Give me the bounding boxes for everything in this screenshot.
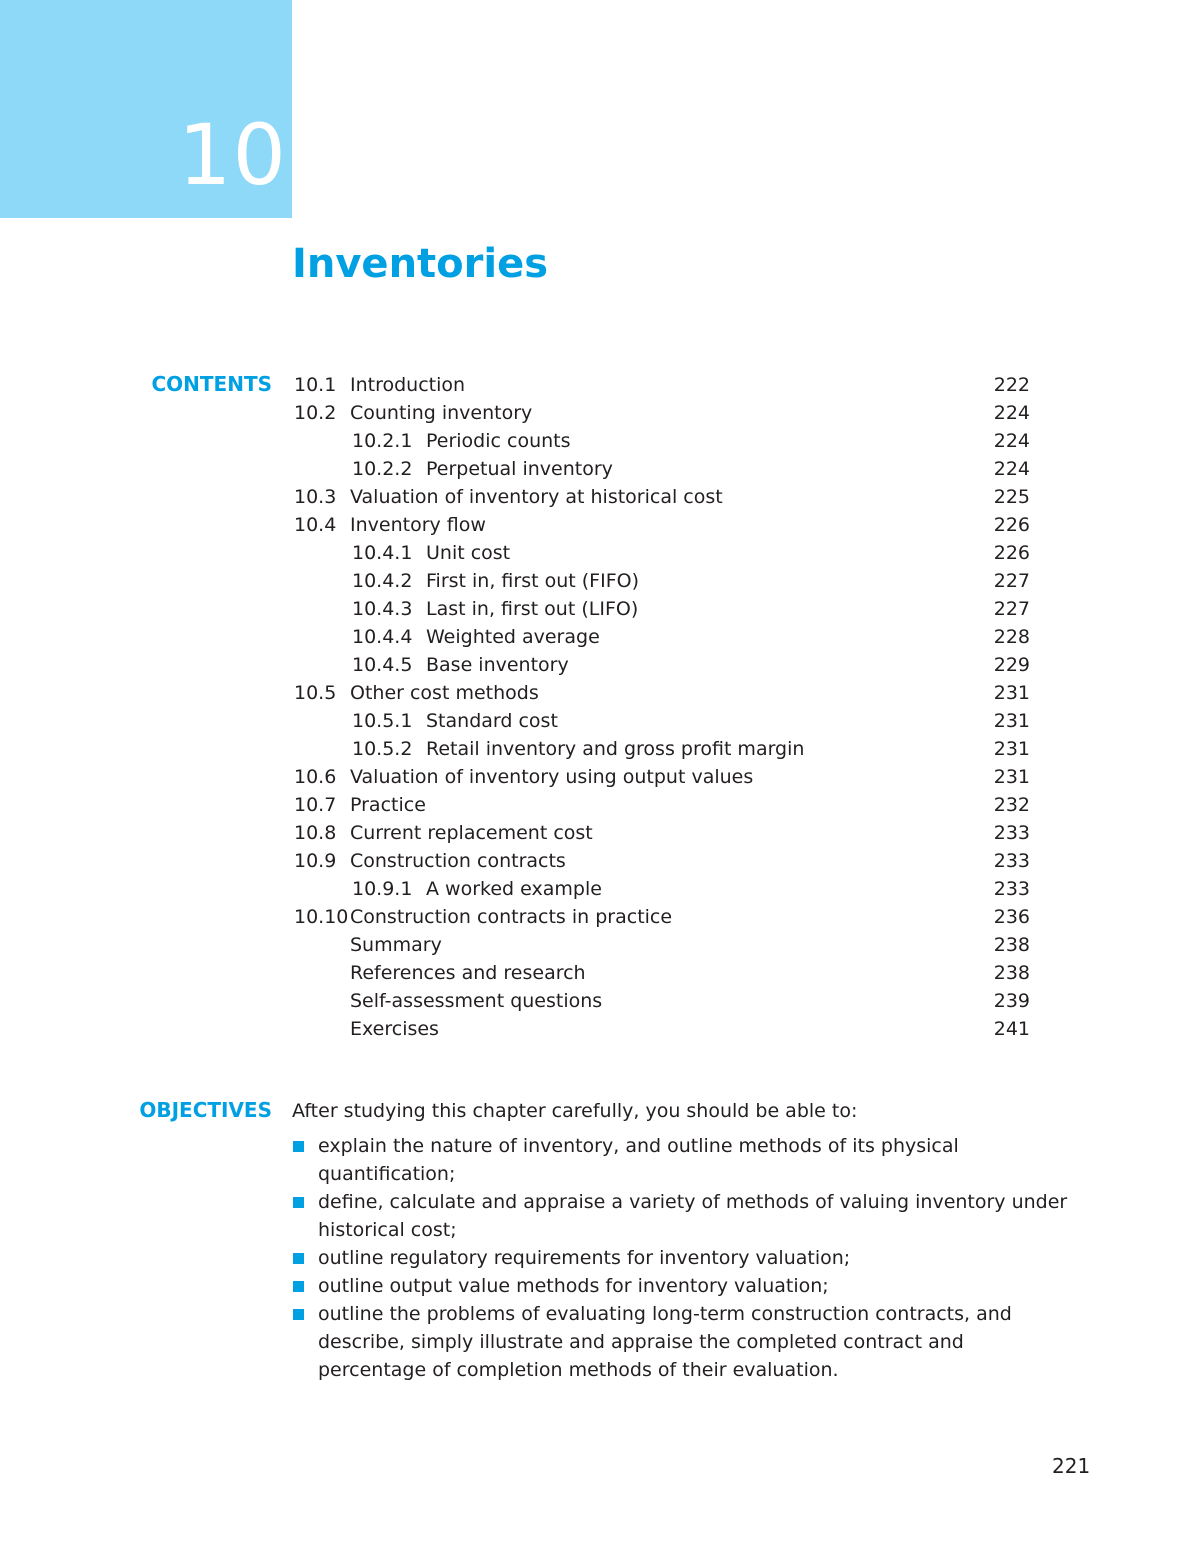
toc-entry-title: A worked example: [426, 878, 602, 900]
toc-entry-page: 231: [993, 682, 1030, 704]
objectives-section: [292, 1097, 1072, 1384]
toc-entry-title: Base inventory: [426, 654, 569, 676]
toc-entry: [294, 595, 1030, 623]
page-number: 221: [1052, 1454, 1091, 1478]
toc-entry-title: Valuation of inventory using output values: [350, 766, 754, 788]
toc-entry-number: 10.4: [294, 514, 337, 536]
toc-entry-page: 239: [993, 990, 1030, 1012]
toc-entry: [294, 399, 1030, 427]
toc-entry-page: 222: [993, 374, 1030, 396]
table-of-contents: [294, 371, 1030, 1043]
toc-entry: [294, 427, 1030, 455]
toc-entry-title: Practice: [350, 794, 426, 816]
toc-entry-title: Counting inventory: [350, 402, 533, 424]
square-bullet-icon: [293, 1253, 304, 1264]
toc-entry: [294, 931, 1030, 959]
toc-entry: [294, 1015, 1030, 1043]
toc-entry: [294, 651, 1030, 679]
toc-entry-title: Inventory flow: [350, 514, 486, 536]
toc-entry-title: Last in, first out (LIFO): [426, 598, 639, 620]
toc-entry-number: 10.4.4: [352, 626, 413, 648]
toc-entry-number: 10.4.5: [352, 654, 413, 676]
toc-entry: [294, 903, 1030, 931]
toc-entry-page: 224: [993, 430, 1030, 452]
toc-entry-page: 241: [993, 1018, 1030, 1040]
objective-item: [292, 1244, 1072, 1272]
toc-entry: [294, 763, 1030, 791]
toc-entry: [294, 679, 1030, 707]
toc-entry-number: 10.9: [294, 850, 337, 872]
objective-text: outline the problems of evaluating long-term construction contracts, and describe, simply illustrate and appraise the completed contract and percentage of completion methods of their evaluation.: [318, 1303, 1012, 1381]
objectives-intro: After studying this chapter carefully, you should be able to:: [292, 1100, 858, 1122]
toc-entry-title: Other cost methods: [350, 682, 539, 704]
toc-entry-number: 10.5.1: [352, 710, 413, 732]
square-bullet-icon: [293, 1197, 304, 1208]
toc-entry: [294, 875, 1030, 903]
toc-entry-page: 224: [993, 402, 1030, 424]
toc-entry-number: 10.9.1: [352, 878, 413, 900]
toc-entry-title: Periodic counts: [426, 430, 571, 452]
toc-entry-page: 231: [993, 738, 1030, 760]
toc-entry-number: 10.4.1: [352, 542, 413, 564]
objective-item: [292, 1188, 1072, 1244]
toc-entry: [294, 791, 1030, 819]
toc-entry-page: 233: [993, 850, 1030, 872]
toc-entry-page: 231: [993, 710, 1030, 732]
toc-entry: [294, 959, 1030, 987]
toc-entry: [294, 623, 1030, 651]
toc-entry-number: 10.7: [294, 794, 337, 816]
toc-entry-number: 10.4.3: [352, 598, 413, 620]
toc-entry-page: 226: [993, 514, 1030, 536]
toc-entry-title: Introduction: [350, 374, 466, 396]
square-bullet-icon: [293, 1141, 304, 1152]
toc-entry-title: Standard cost: [426, 710, 558, 732]
toc-entry: [294, 847, 1030, 875]
toc-entry: [294, 987, 1030, 1015]
toc-entry-title: Summary: [350, 934, 442, 956]
toc-entry-page: 238: [993, 962, 1030, 984]
chapter-number-block: [0, 0, 292, 218]
toc-entry-title: Weighted average: [426, 626, 600, 648]
toc-entry-title: Unit cost: [426, 542, 511, 564]
toc-entry-title: Construction contracts: [350, 850, 566, 872]
objective-text: explain the nature of inventory, and outline methods of its physical quantification;: [318, 1135, 959, 1185]
objective-text: define, calculate and appraise a variety of methods of valuing inventory under historical cost;: [318, 1191, 1068, 1241]
toc-entry: [294, 707, 1030, 735]
contents-label: CONTENTS: [151, 372, 272, 396]
objective-item: [292, 1300, 1072, 1384]
toc-entry: [294, 483, 1030, 511]
objectives-label: OBJECTIVES: [139, 1098, 272, 1122]
toc-entry-page: 226: [993, 542, 1030, 564]
objective-item: [292, 1132, 1072, 1188]
toc-entry-page: 233: [993, 878, 1030, 900]
square-bullet-icon: [293, 1281, 304, 1292]
toc-entry-page: 225: [993, 486, 1030, 508]
objective-text: outline regulatory requirements for inventory valuation;: [318, 1247, 851, 1269]
toc-entry-number: 10.3: [294, 486, 337, 508]
objectives-list: [292, 1132, 1072, 1384]
toc-entry-page: 224: [993, 458, 1030, 480]
toc-entry-page: 238: [993, 934, 1030, 956]
toc-entry: [294, 511, 1030, 539]
toc-entry-page: 233: [993, 822, 1030, 844]
toc-entry: [294, 567, 1030, 595]
toc-entry-title: First in, first out (FIFO): [426, 570, 639, 592]
toc-entry: [294, 455, 1030, 483]
toc-entry-title: Current replacement cost: [350, 822, 593, 844]
toc-entry-number: 10.2.2: [352, 458, 413, 480]
toc-entry-number: 10.2: [294, 402, 337, 424]
objective-text: outline output value methods for inventory valuation;: [318, 1275, 829, 1297]
toc-entry: [294, 735, 1030, 763]
toc-entry-page: 228: [993, 626, 1030, 648]
toc-entry-number: 10.5.2: [352, 738, 413, 760]
toc-entry-page: 231: [993, 766, 1030, 788]
toc-entry-number: 10.6: [294, 766, 337, 788]
toc-entry-title: References and research: [350, 962, 586, 984]
toc-entry-number: 10.8: [294, 822, 337, 844]
toc-entry-page: 229: [993, 654, 1030, 676]
toc-entry-title: Self-assessment questions: [350, 990, 603, 1012]
toc-entry-number: 10.5: [294, 682, 337, 704]
toc-entry-number: 10.2.1: [352, 430, 413, 452]
toc-entry-title: Retail inventory and gross profit margin: [426, 738, 805, 760]
chapter-title: Inventories: [292, 241, 549, 287]
toc-entry-title: Construction contracts in practice: [350, 906, 673, 928]
toc-entry-page: 227: [993, 598, 1030, 620]
toc-entry: [294, 371, 1030, 399]
toc-entry-number: 10.10: [294, 906, 349, 928]
toc-entry-title: Perpetual inventory: [426, 458, 613, 480]
toc-entry: [294, 819, 1030, 847]
objective-item: [292, 1272, 1072, 1300]
chapter-number: 10: [178, 106, 287, 204]
toc-entry-title: Valuation of inventory at historical cost: [350, 486, 723, 508]
toc-entry-page: 227: [993, 570, 1030, 592]
toc-entry: [294, 539, 1030, 567]
toc-entry-number: 10.1: [294, 374, 337, 396]
square-bullet-icon: [293, 1309, 304, 1320]
toc-entry-page: 236: [993, 906, 1030, 928]
toc-entry-number: 10.4.2: [352, 570, 413, 592]
toc-entry-title: Exercises: [350, 1018, 439, 1040]
toc-entry-page: 232: [993, 794, 1030, 816]
